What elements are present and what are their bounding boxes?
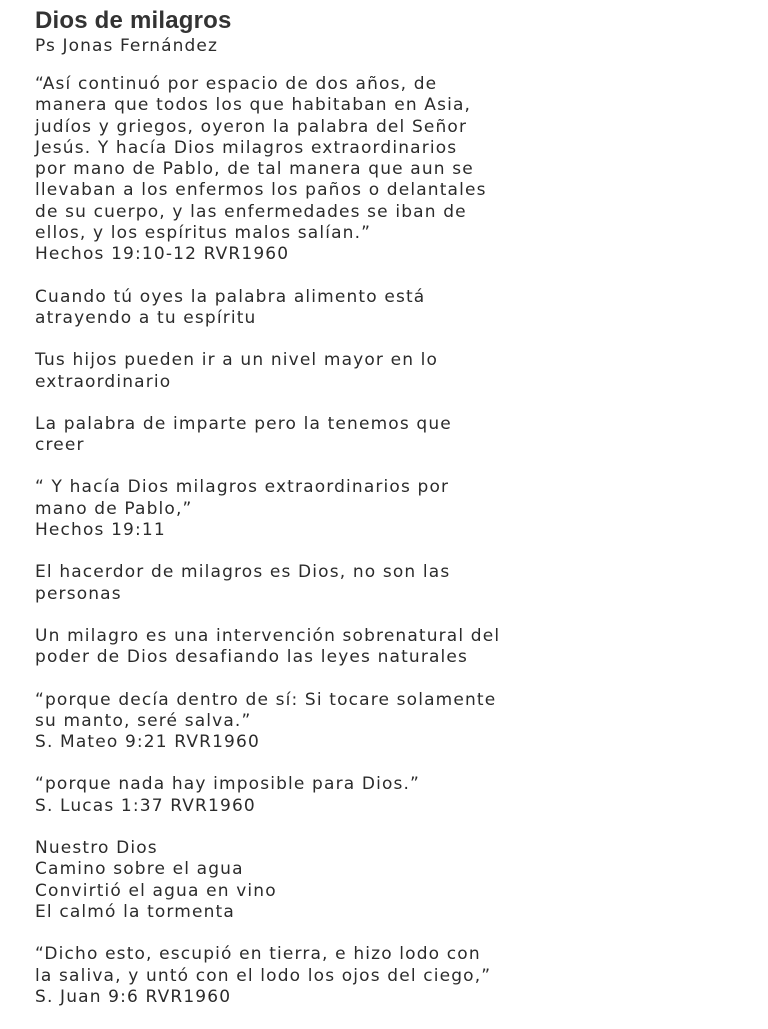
paragraph-line: S. Mateo 9:21 RVR1960	[35, 732, 260, 753]
paragraph-line: manera que todos los que habitaban en Asia,	[35, 95, 472, 116]
paragraph-line: Hechos 19:11	[35, 520, 166, 541]
paragraph-line: S. Lucas 1:37 RVR1960	[35, 795, 256, 816]
paragraph-line: “Así continuó por espacio de dos años, de	[35, 74, 438, 94]
note-paragraph	[35, 350, 747, 393]
paragraph-line: llevaban a los enfermos los paños o delantales	[35, 180, 487, 201]
paragraph-line: Nuestro Dios	[35, 838, 158, 859]
note-paragraph	[35, 626, 747, 669]
paragraph-line: creer	[35, 435, 85, 456]
paragraph-line: S. Juan 9:6 RVR1960	[35, 986, 232, 1007]
paragraph-line: extraordinario	[35, 371, 172, 392]
paragraph-line: Tus hijos pueden ir a un nivel mayor en lo	[35, 350, 439, 371]
paragraph-line: “ Y hacía Dios milagros extraordinarios por	[35, 477, 450, 498]
paragraph-line: Cuando tú oyes la palabra alimento está	[35, 286, 426, 307]
note-paragraph	[35, 562, 747, 605]
paragraph-line: personas	[35, 583, 122, 604]
paragraph-line: por mano de Pablo, de tal manera que aun se	[35, 159, 474, 180]
note-document	[35, 6, 747, 1029]
paragraph-line: ellos, y los espíritus malos salían.”	[35, 223, 372, 244]
note-paragraph	[35, 838, 747, 923]
paragraph-line: “porque nada hay imposible para Dios.”	[35, 774, 421, 795]
paragraph-line: poder de Dios desafiando las leyes naturales	[35, 647, 469, 668]
paragraph-line: judíos y griegos, oyeron la palabra del Señor	[35, 116, 468, 137]
paragraph-line: Un milagro es una intervención sobrenatural del	[35, 625, 501, 646]
paragraph-line: la saliva, y untó con el lodo los ojos del ciego,”	[35, 965, 492, 986]
paragraph-line: “porque decía dentro de sí: Si tocare solamente	[35, 689, 497, 710]
note-title: Dios de milagros	[35, 7, 232, 34]
paragraph-line: Jesús. Y hacía Dios milagros extraordinarios	[35, 137, 458, 158]
note-paragraph	[35, 944, 747, 1008]
paragraph-line: Convirtió el agua en vino	[35, 880, 277, 901]
note-paragraph	[35, 690, 747, 754]
note-body	[35, 74, 747, 1008]
paragraph-line: mano de Pablo,”	[35, 498, 193, 519]
note-paragraph	[35, 414, 747, 457]
note-paragraph	[35, 774, 747, 817]
paragraph-line: “Dicho esto, escupió en tierra, e hizo lodo con	[35, 944, 481, 965]
paragraph-line: El calmó la tormenta	[35, 901, 235, 922]
paragraph-line: su manto, seré salva.”	[35, 710, 252, 731]
paragraph-line: atrayendo a tu espíritu	[35, 307, 257, 328]
paragraph-line: La palabra de imparte pero la tenemos que	[35, 413, 452, 434]
paragraph-line: Camino sobre el agua	[35, 859, 244, 880]
note-paragraph	[35, 477, 747, 541]
note-paragraph	[35, 287, 747, 330]
paragraph-line: de su cuerpo, y las enfermedades se iban de	[35, 201, 467, 222]
paragraph-line: El hacerdor de milagros es Dios, no son las	[35, 562, 451, 583]
note-paragraph	[35, 74, 747, 266]
paragraph-line: Hechos 19:10-12 RVR1960	[35, 244, 290, 265]
note-author: Ps Jonas Fernández	[35, 36, 219, 56]
